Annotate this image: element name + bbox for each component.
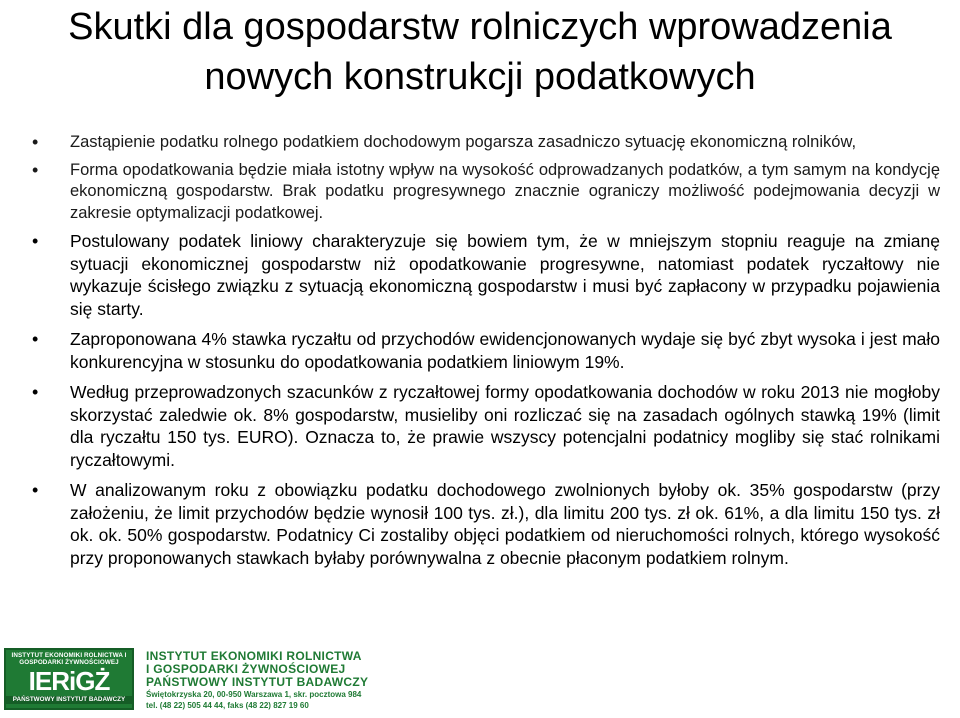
institute-phone: tel. (48 22) 505 44 44, faks (48 22) 827 19 60	[146, 701, 309, 710]
bullet-text: Forma opodatkowania będzie miała istotny wpływ na wysokość odprowadzanych podatków, a tym samym na kondycję ekonomiczną gospodarstw. Brak podatku progresywnego znacznie ograniczy możliwość podejmowania decyzji w zakresie optymalizacji podatkowej.	[70, 160, 940, 222]
list-item	[30, 328, 940, 373]
bullet-icon: •	[32, 231, 39, 251]
bullet-icon: •	[32, 132, 39, 152]
bullet-text: W analizowanym roku z obowiązku podatku dochodowego zwolnionych byłoby ok. 35% gospodarstw (przy założeniu, że limit przychodów będzie wynosił 100 tys. zł.), dla limitu 200 tys. zł ok. 61%, a dla limitu 150 tys. zł ok. ok. 50% gospodarstw. Podatnicy Ci zostaliby objęci podatkiem od nieruchomości rolnych, którego wysokość przy proponowanych stawkach byłaby porównywalna z obecnie płaconym podatkiem rolnym.	[70, 480, 940, 568]
bullet-icon: •	[32, 329, 39, 349]
logo-bottom-text: PAŃSTWOWY INSTYTUT BADAWCZY	[6, 696, 132, 704]
bullet-icon: •	[32, 382, 39, 402]
bullet-icon: •	[32, 159, 39, 180]
bullet-icon: •	[32, 480, 39, 500]
institute-address: Świętokrzyska 20, 00-950 Warszawa 1, skr. pocztowa 984	[146, 690, 362, 699]
bullet-list	[30, 132, 940, 577]
bullet-text: Postulowany podatek liniowy charakteryzuje się bowiem tym, że w mniejszym stopniu reaguje na zmianę sytuacji ekonomicznej gospodarstw niż opodatkowanie progresywne, natomiast podatek ryczałtowy nie wykazuje ścisłego związku z sytuacją ekonomiczną gospodarstw i musi być zapłacony w przypadku pojawienia się starty.	[70, 231, 940, 319]
bullet-text: Zastąpienie podatku rolnego podatkiem dochodowym pogarsza zasadniczo sytuację ekonomiczną rolników,	[70, 133, 857, 151]
list-item	[30, 479, 940, 569]
slide-title: Skutki dla gospodarstw rolniczych wprowadzenia nowych konstrukcji podatkowych	[68, 6, 892, 98]
institute-name-line2: I GOSPODARKI ŻYWNOŚCIOWEJ	[146, 662, 346, 676]
institute-info	[146, 650, 386, 711]
list-item	[30, 230, 940, 320]
ierigz-logo	[4, 648, 134, 710]
logo-mark: IERiGŻ	[28, 666, 110, 696]
list-item	[30, 132, 940, 154]
list-item	[30, 381, 940, 471]
list-item	[30, 160, 940, 225]
bullet-text: Według przeprowadzonych szacunków z ryczałtowej formy opodatkowania dochodów w roku 2013 nie mogłoby skorzystać zaledwie ok. 8% gospodarstw, musieliby oni rozliczać się na zasadach ogólnych stawką 19% (limit dla ryczałtu 150 tys. EURO). Oznacza to, że prawie wszyscy potencjalni podatnicy mogliby się stać rolnikami ryczałtowymi.	[70, 382, 940, 470]
logo-top-text: INSTYTUT EKONOMIKI ROLNICTWA I GOSPODARKI ŻYWNOŚCIOWEJ	[11, 652, 127, 666]
institute-name-line3: PAŃSTWOWY INSTYTUT BADAWCZY	[146, 675, 369, 689]
bullet-text: Zaproponowana 4% stawka ryczałtu od przychodów ewidencjonowanych wydaje się być zbyt wysoka i jest mało konkurencyjna w stosunku do opodatkowania podatkiem liniowym 19%.	[70, 329, 940, 372]
institute-name-line1: INSTYTUT EKONOMIKI ROLNICTWA	[146, 649, 362, 663]
